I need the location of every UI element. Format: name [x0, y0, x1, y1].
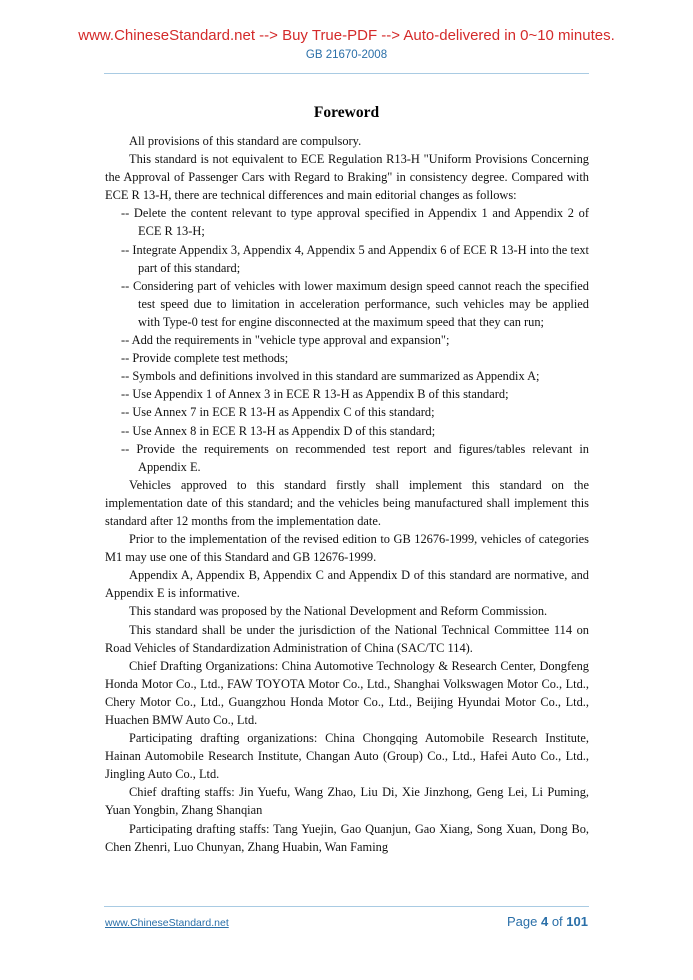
list-item: -- Integrate Appendix 3, Appendix 4, Appendix 5 and Appendix 6 of ECE R 13-H into the text part of this standard; — [121, 242, 589, 275]
standard-number: GB 21670-2008 — [305, 49, 388, 61]
footer-divider — [104, 906, 589, 907]
list-item: -- Use Annex 7 in ECE R 13-H as Appendix C of this standard; — [121, 405, 435, 420]
list-item: -- Symbols and definitions involved in this standard are summarized as Appendix A; — [121, 369, 540, 384]
paragraph: Chief drafting staffs: Jin Yuefu, Wang Zhao, Liu Di, Xie Jinzhong, Geng Lei, Li Puming, Yuan Yongbin, Zhang Shanqian — [105, 785, 589, 818]
paragraph: This standard shall be under the jurisdiction of the National Technical Committee 114 on Road Vehicles of Standardization Administration of China (SAC/TC 114). — [105, 622, 589, 655]
document-body — [105, 132, 589, 856]
section-title: Foreword — [313, 104, 380, 121]
paragraph: Chief Drafting Organizations: China Automotive Technology & Research Center, Dongfeng Honda Motor Co., Ltd., FAW TOYOTA Motor Co., Ltd., Shanghai Volkswagen Motor Co., Ltd., Chery Motor Co., Ltd., Guangzhou Honda Motor Co., Ltd., Beijing Hyundai Motor Co., Ltd., Huachen BMW Auto Co., Ltd. — [105, 658, 589, 727]
paragraph: Appendix A, Appendix B, Appendix C and Appendix D of this standard are normative, and Appendix E is informative. — [105, 568, 589, 601]
page-number: 4 — [540, 914, 549, 929]
paragraph: Prior to the implementation of the revised edition to GB 12676-1999, vehicles of categories M1 may use one of this Standard and GB 12676-1999. — [105, 532, 589, 565]
page-label: Page — [506, 914, 538, 929]
paragraph: This standard is not equivalent to ECE Regulation R13-H "Uniform Provisions Concerning the Approval of Passenger Cars with Regard to Braking" in consistency degree. Compared with ECE R 13-H, there are technical differences and main editorial changes as follows: — [105, 152, 589, 203]
header-divider — [104, 73, 589, 74]
list-item: -- Use Annex 8 in ECE R 13-H as Appendix D of this standard; — [121, 423, 436, 438]
page-indicator — [507, 914, 588, 929]
paragraph: All provisions of this standard are compulsory. — [129, 134, 362, 148]
list-item: -- Provide complete test methods; — [121, 351, 289, 366]
list-item: -- Delete the content relevant to type approval specified in Appendix 1 and Appendix 2 of ECE R 13-H; — [121, 206, 589, 239]
list-item: -- Add the requirements in "vehicle type approval and expansion"; — [121, 333, 450, 348]
paragraph: Vehicles approved to this standard firstly shall implement this standard on the implementation date of this standard; and the vehicles being manufactured shall implement this standard after 12 months from the implementation date. — [105, 477, 589, 528]
header-banner-link[interactable]: www.ChineseStandard.net --> Buy True-PDF --> Auto-delivered in 0~10 minutes. — [78, 27, 615, 44]
paragraph: Participating drafting organizations: China Chongqing Automobile Research Institute, Hainan Automobile Research Institute, Changan Auto (Group) Co., Ltd., Hafei Auto Co., Ltd., Jingling Auto Co., Ltd. — [105, 731, 589, 782]
list-item: -- Use Appendix 1 of Annex 3 in ECE R 13-H as Appendix B of this standard; — [121, 387, 509, 402]
of-label: of — [551, 914, 563, 929]
list-item: -- Considering part of vehicles with lower maximum design speed cannot reach the specified test speed due to limitation in acceleration performance, such vehicles may be applied with Type-0 test for engine disconnected at the maximum speed that they can run; — [121, 278, 589, 329]
list-item: -- Provide the requirements on recommended test report and figures/tables relevant in Appendix E. — [121, 441, 589, 474]
total-pages: 101 — [566, 914, 588, 929]
footer-link[interactable]: www.ChineseStandard.net — [105, 917, 229, 929]
paragraph: This standard was proposed by the National Development and Reform Commission. — [129, 604, 548, 619]
paragraph: Participating drafting staffs: Tang Yuejin, Gao Quanjun, Gao Xiang, Song Xuan, Dong Bo, Chen Zhenri, Luo Chunyan, Zhang Huabin, Wan Faming — [105, 821, 589, 854]
